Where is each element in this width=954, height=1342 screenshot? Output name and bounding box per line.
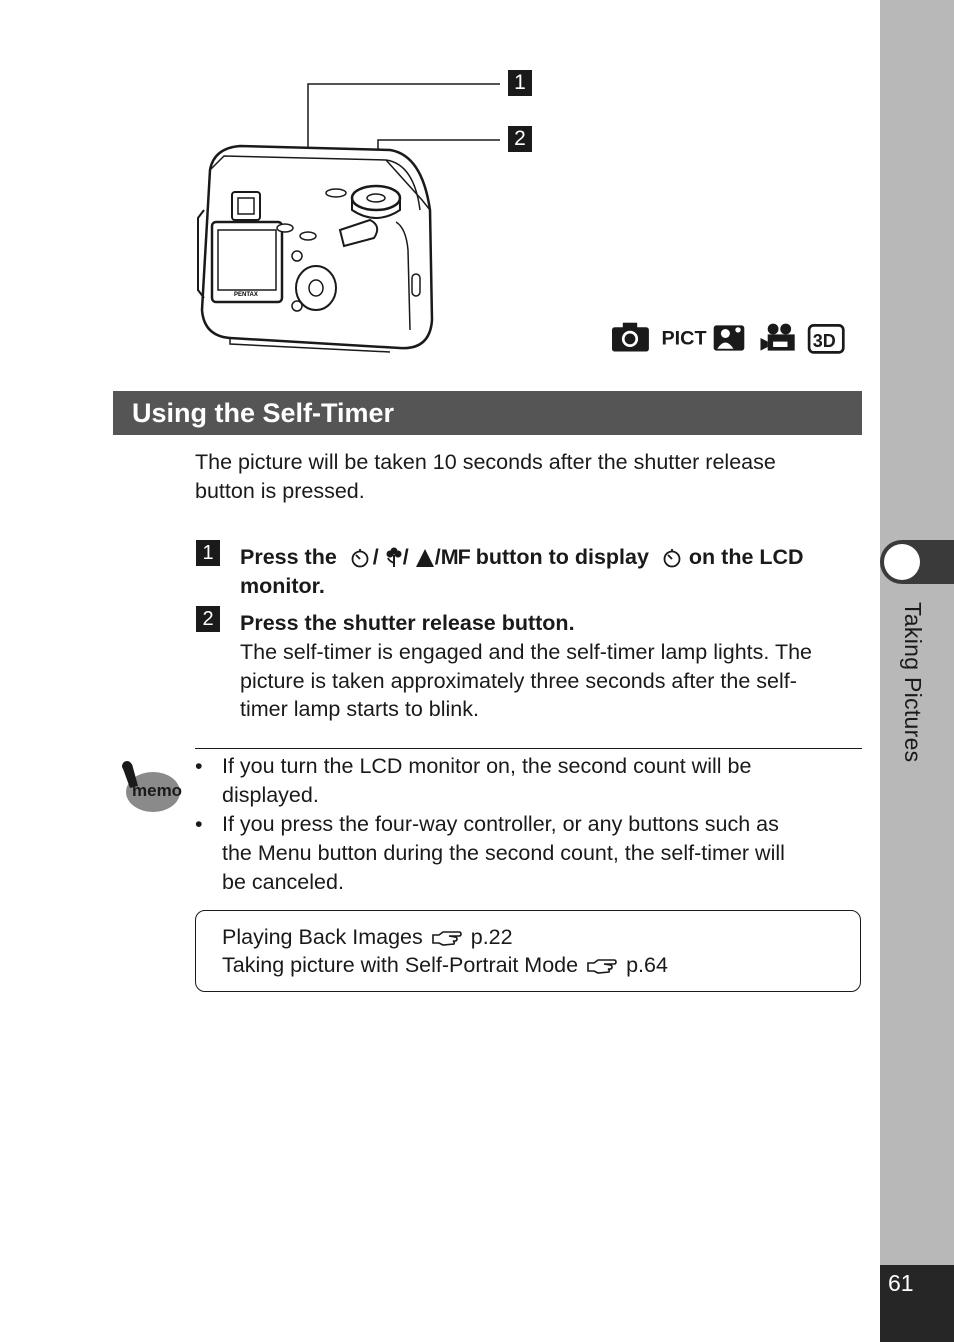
self-timer-icon-2 (661, 547, 683, 569)
step-2-line-1: The self-timer is engaged and the self-timer lamp lights. The (240, 640, 813, 664)
reference-2-text: Taking picture with Self-Portrait Mode (222, 953, 579, 977)
memo-bullet-2-line-2: the Menu button during the second count, the self-timer will (222, 841, 785, 865)
step-2-badge: 2 (196, 606, 220, 632)
camera-icon (612, 323, 649, 352)
callout-2: 2 (508, 126, 532, 152)
pict-label: PICT (661, 327, 707, 350)
camera-illustration (190, 60, 550, 360)
memo-divider (195, 748, 862, 749)
chapter-tab-circle (884, 544, 920, 580)
pointing-hand-icon (586, 957, 618, 975)
3d-icon (809, 325, 843, 352)
step-2-heading: Press the shutter release button. (240, 611, 575, 635)
reference-1-text: Playing Back Images (222, 925, 423, 949)
memo-bullet-2-line-1: If you press the four-way controller, or any buttons such as (222, 812, 779, 836)
svg-text:3D: 3D (812, 331, 836, 351)
step-1-line-2: monitor. (240, 574, 325, 598)
macro-flower-icon (385, 547, 403, 569)
chapter-label: Taking Pictures (900, 602, 926, 763)
bullet-dot: • (195, 812, 203, 836)
bullet-dot: • (195, 754, 203, 778)
svg-text:memo: memo (132, 781, 182, 800)
callout-1: 1 (508, 70, 532, 96)
memo-bullet-1-line-2: displayed. (222, 783, 319, 807)
section-title: Using the Self-Timer (132, 398, 395, 428)
svg-text:PENTAX: PENTAX (234, 292, 258, 298)
portrait-icon (714, 325, 745, 350)
intro-line-2: button is pressed. (195, 479, 365, 503)
reference-1 (222, 923, 513, 952)
memo-icon (116, 760, 182, 818)
page-number: 61 (888, 1270, 914, 1296)
pointing-hand-icon (431, 929, 463, 947)
reference-1-page: p.22 (470, 925, 513, 949)
memo-bullet-2 (195, 810, 855, 900)
mountain-icon (415, 547, 435, 569)
reference-2 (222, 951, 668, 980)
step-2-line-2: picture is taken approximately three seconds after the self- (240, 669, 797, 693)
intro-line-1: The picture will be taken 10 seconds after the shutter release (195, 450, 776, 474)
reference-2-page: p.64 (626, 953, 668, 977)
memo-bullet-1 (195, 752, 855, 812)
step-1-line-1: Press the / / /MF button to display on the LCD (240, 545, 804, 569)
step-2-line-3: timer lamp starts to blink. (240, 697, 479, 721)
memo-bullet-1-line-1: If you turn the LCD monitor on, the second count will be (222, 754, 752, 778)
mf-label: MF (440, 545, 470, 569)
self-timer-icon (349, 547, 371, 569)
memo-bullet-2-line-3: be canceled. (222, 870, 344, 894)
step-1-badge: 1 (196, 540, 220, 566)
movie-icon (761, 324, 795, 351)
mode-icons (598, 320, 860, 356)
